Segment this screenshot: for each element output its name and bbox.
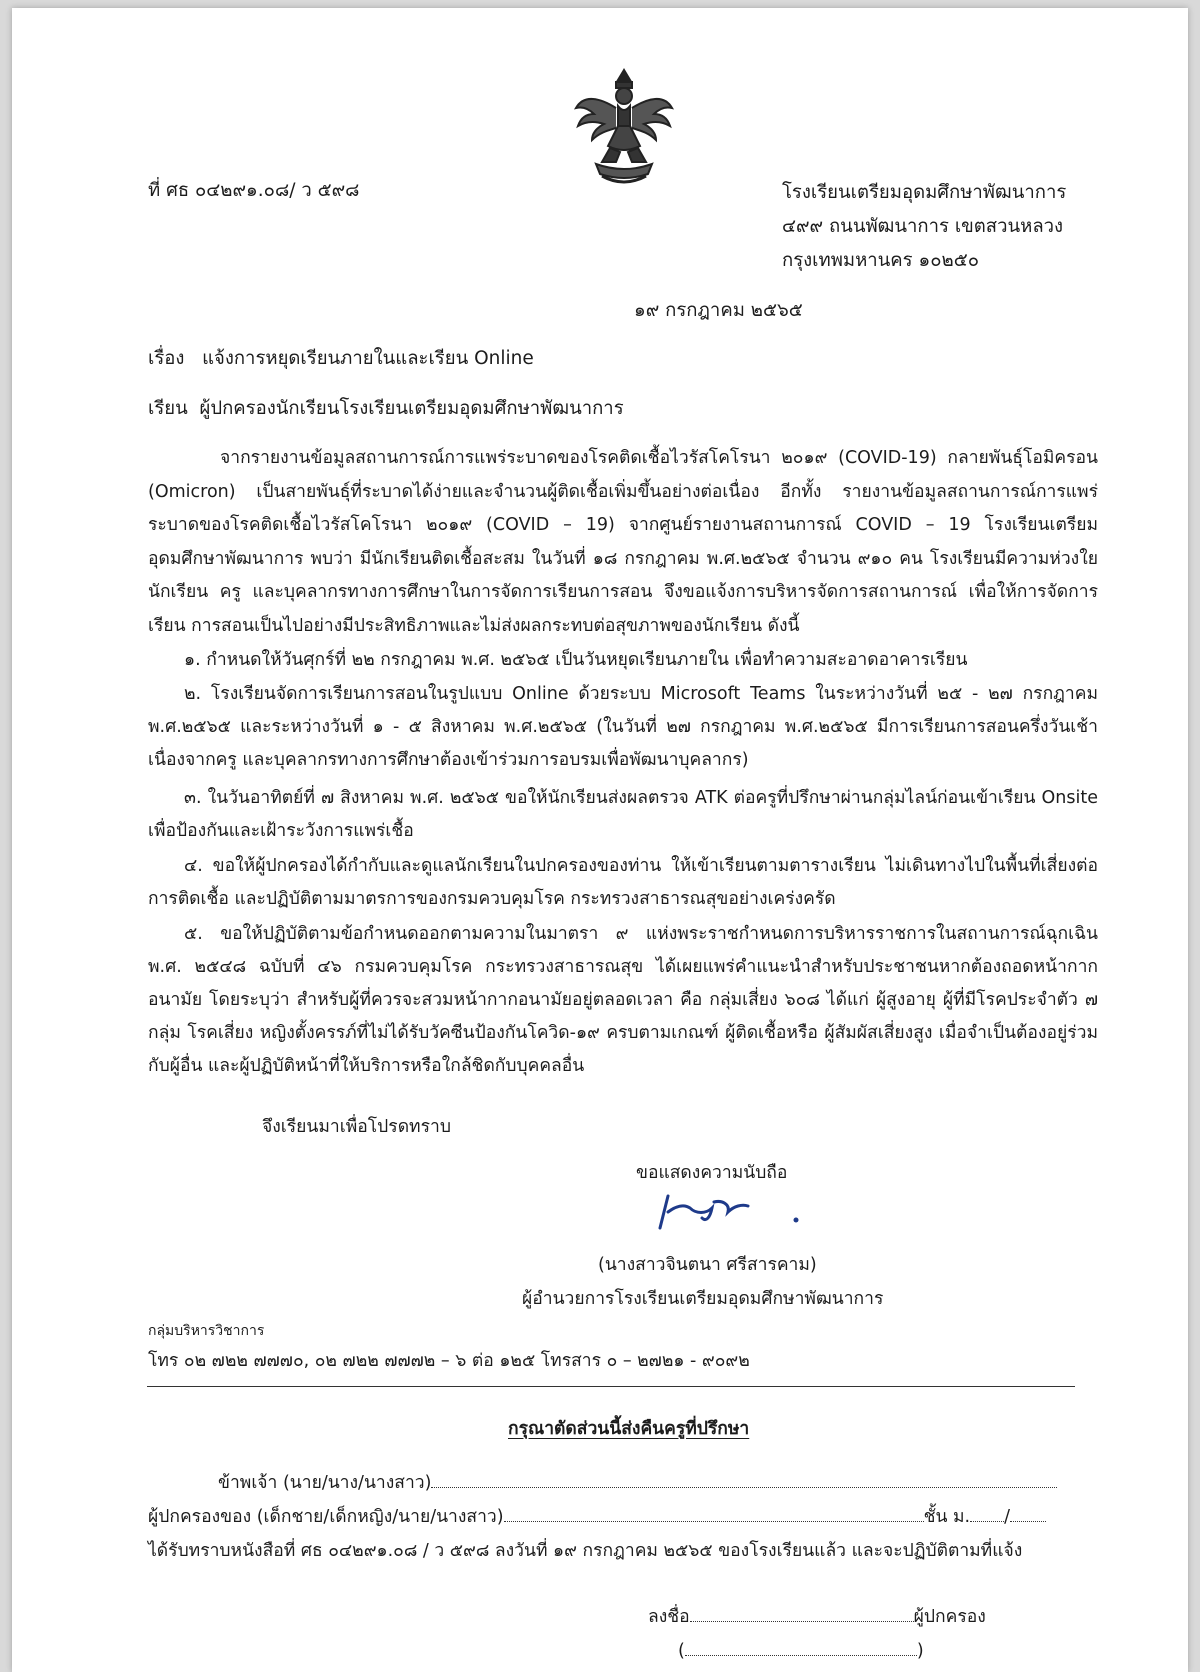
letter-page bbox=[12, 8, 1188, 1672]
reply-student-name-label: ผู้ปกครองของ (เด็กชาย/เด็กหญิง/นาย/นางสาว) bbox=[148, 1507, 504, 1527]
body-item-4: ๔. ขอให้ผู้ปกครองได้กำกับและดูแลนักเรียนในปกครองของท่าน ให้เข้าเรียนตามตารางเรียน ไม่เดินทางไปในพื้นที่เสี่ยงต่อการติดเชื้อ และปฏิบัติตามมาตรการของกรมควบคุมโรค กระทรวงสาธารณสุขอย่างเคร่งครัด bbox=[148, 856, 1098, 909]
signer-title: ผู้อำนวยการโรงเรียนเตรียมอุดมศึกษาพัฒนาการ bbox=[522, 1289, 884, 1309]
reply-slip-heading bbox=[508, 1412, 749, 1446]
school-name: โรงเรียนเตรียมอุดมศึกษาพัฒนาการ bbox=[782, 182, 1067, 203]
parent-printed-name-field[interactable] bbox=[685, 1637, 917, 1656]
reference-number: ที่ ศธ ๐๔๒๙๑.๐๘/ ว ๕๙๘ bbox=[148, 180, 360, 201]
grade-label: ชั้น ม. bbox=[923, 1507, 971, 1527]
body-intro-paragraph: จากรายงานข้อมูลสถานการณ์การแพร่ระบาดของโรคติดเชื้อไวรัสโคโรนา ๒๐๑๙ (COVID-19) กลายพันธุ์โอมิครอน (Omicron) เป็นสายพันธุ์ที่ระบาดได้ง่ายและจำนวนผู้ติดเชื้อเพิ่มขึ้นอย่างต่อเนื่อง อีกทั้ง รายงานข้อมูลสถานการณ์การแพร่ระบาดของโรคติดเชื้อไวรัสโคโรนา ๒๐๑๙ (COVID – 19) จากศูนย์รายงานสถานการณ์ COVID – 19 โรงเรียนเตรียมอุดมศึกษาพัฒนาการ พบว่า มีนักเรียนติดเชื้อสะสม ในวันที่ ๑๘ กรกฎาคม พ.ศ.๒๕๖๕ จำนวน ๙๑๐ คน โรงเรียนมีความห่วงใยนักเรียน ครู และบุคลากรทางการศึกษาในการจัดการเรียนการสอน จึงขอแจ้งการบริหารจัดการสถานการณ์ เพื่อให้การจัดการเรียน การสอนเป็นไปอย่างมีประสิทธิภาพและไม่ส่งผลกระทบต่อสุขภาพของนักเรียน ดังนี้ bbox=[148, 448, 1098, 636]
grade-level-field[interactable] bbox=[970, 1503, 1004, 1522]
body-item-5: ๕. ขอให้ปฏิบัติตามข้อกำหนดออกตามความในมาตรา ๙ แห่งพระราชกำหนดการบริหารราชการในสถานการณ์ฉุกเฉิน พ.ศ. ๒๕๔๘ ฉบับที่ ๔๖ กรมควบคุมโรค กระทรวงสาธารณสุข ได้เผยแพร่คำแนะนำสำหรับประชาชนหากต้องถอดหน้ากากอนามัย โดยระบุว่า สำหรับผู้ที่ควรจะสวมหน้ากากอนามัยอยู่ตลอดเวลา คือ กลุ่มเสี่ยง ๖๐๘ ได้แก่ ผู้สูงอายุ ผู้ที่มีโรคประจำตัว ๗ กลุ่ม โรคเสี่ยง หญิงตั้งครรภ์ที่ไม่ได้รับวัคซีนป้องกันโควิด-๑๙ ครบตามเกณฑ์ ผู้ติดเชื้อหรือ ผู้สัมผัสเสี่ยงสูง เมื่อจำเป็นต้องอยู่ร่วมกับผู้อื่น และผู้ปฏิบัติหน้าที่ให้บริการหรือใกล้ชิดกับบุคคลอื่น bbox=[148, 924, 1098, 1076]
reply-line-1 bbox=[218, 1466, 1057, 1500]
contact-info: โทร ๐๒ ๗๒๒ ๗๗๗๐, ๐๒ ๗๒๒ ๗๗๗๒ – ๖ ต่อ ๑๒๕ โทรสาร ๐ – ๒๗๒๑ - ๙๐๙๒ bbox=[148, 1351, 750, 1371]
reply-parent-name-label: ข้าพเจ้า (นาย/นาง/นางสาว) bbox=[218, 1473, 432, 1493]
name-open-paren: ( bbox=[678, 1641, 685, 1661]
grade-separator: / bbox=[1004, 1507, 1011, 1527]
handwritten-signature-icon bbox=[650, 1188, 810, 1238]
sign-role: ผู้ปกครอง bbox=[913, 1607, 986, 1627]
subject-text: แจ้งการหยุดเรียนภายในและเรียน Online bbox=[202, 348, 534, 369]
classroom-field[interactable] bbox=[1010, 1503, 1046, 1522]
sign-label: ลงชื่อ bbox=[648, 1607, 690, 1627]
reply-slip-heading-text: กรุณาตัดส่วนนี้ส่งคืนครูที่ปรึกษา bbox=[508, 1419, 750, 1439]
reply-sign-line bbox=[648, 1600, 986, 1634]
garuda-emblem-icon bbox=[572, 64, 676, 190]
subject-label: เรื่อง bbox=[148, 348, 185, 369]
closing-line: จึงเรียนมาเพื่อโปรดทราบ bbox=[262, 1117, 451, 1137]
body-item-1: ๑. กำหนดให้วันศุกร์ที่ ๒๒ กรกฎาคม พ.ศ. ๒๕๖๕ เป็นวันหยุดเรียนภายใน เพื่อทำความสะอาดอาคารเรียน bbox=[184, 650, 968, 670]
body-item-2: ๒. โรงเรียนจัดการเรียนการสอนในรูปแบบ Online ด้วยระบบ Microsoft Teams ในระหว่างวันที่ ๒๕ - ๒๗ กรกฎาคม พ.ศ.๒๕๖๕ และระหว่างวันที่ ๑ - ๕ สิงหาคม พ.ศ.๒๕๖๕ (ในวันที่ ๒๗ กรกฎาคม พ.ศ.๒๕๖๕ มีการเรียนการสอนครึ่งวันเช้าเนื่องจากครู และบุคลากรทางการศึกษาต้องเข้าร่วมการอบรมเพื่อพัฒนาบุคลากร) bbox=[148, 684, 1098, 770]
parent-name-field[interactable] bbox=[431, 1469, 1057, 1488]
regards-text: ขอแสดงความนับถือ bbox=[636, 1163, 788, 1183]
cut-line-divider bbox=[147, 1386, 1075, 1387]
recipient-label: เรียน bbox=[148, 398, 188, 419]
school-address-line1: ๔๙๙ ถนนพัฒนาการ เขตสวนหลวง bbox=[782, 216, 1064, 237]
acknowledgement-text: ได้รับทราบหนังสือที่ ศธ ๐๔๒๙๑.๐๘ / ว ๕๙๘ ลงวันที่ ๑๙ กรกฎาคม ๒๕๖๕ ของโรงเรียนแล้ว และจะปฏิบัติตามที่แจ้ง bbox=[148, 1541, 1023, 1561]
signer-name: (นางสาวจินตนา ศรีสารคาม) bbox=[598, 1255, 817, 1275]
letter-date: ๑๙ กรกฎาคม ๒๕๖๕ bbox=[634, 300, 803, 321]
subject-line bbox=[148, 342, 534, 376]
student-name-field[interactable] bbox=[504, 1503, 924, 1522]
department-name: กลุ่มบริหารวิชาการ bbox=[148, 1323, 265, 1339]
recipient-text: ผู้ปกครองนักเรียนโรงเรียนเตรียมอุดมศึกษาพัฒนาการ bbox=[199, 398, 624, 419]
parent-signature-field[interactable] bbox=[690, 1603, 914, 1622]
body-item-3: ๓. ในวันอาทิตย์ที่ ๗ สิงหาคม พ.ศ. ๒๕๖๕ ขอให้นักเรียนส่งผลตรวจ ATK ต่อครูที่ปรึกษาผ่านกลุ่มไลน์ก่อนเข้าเรียน Onsite เพื่อป้องกันและเฝ้าระวังการแพร่เชื้อ bbox=[148, 788, 1098, 841]
recipient-line bbox=[148, 392, 624, 426]
reply-line-2 bbox=[148, 1500, 1046, 1534]
school-address-line2: กรุงเทพมหานคร ๑๐๒๕๐ bbox=[782, 250, 980, 271]
name-close-paren: ) bbox=[916, 1641, 924, 1661]
reply-name-line bbox=[678, 1634, 924, 1668]
